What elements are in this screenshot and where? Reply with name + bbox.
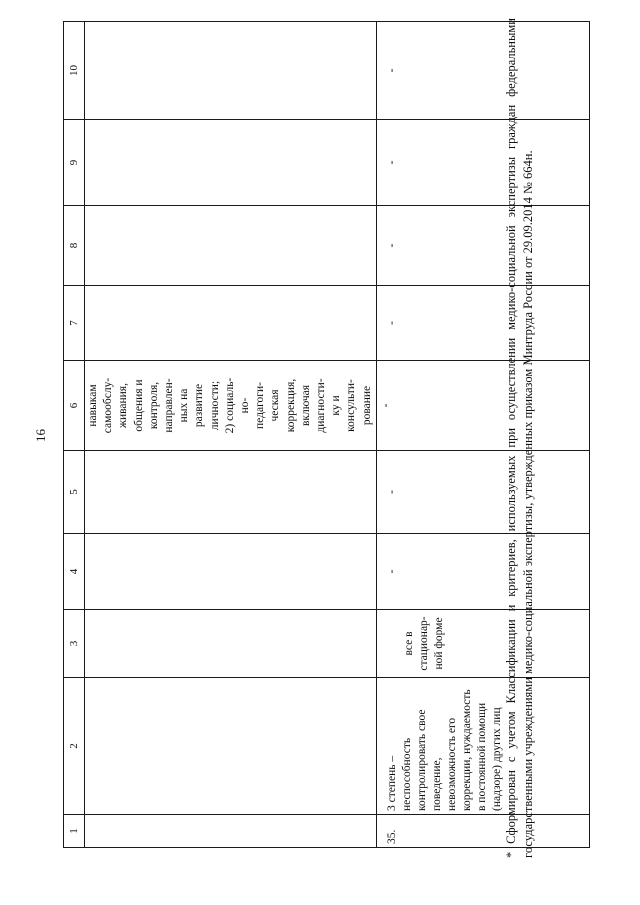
column-number: 1 [64, 815, 85, 848]
table-cell [85, 286, 377, 361]
table-cell [85, 451, 377, 534]
cell-line: личности; [208, 380, 221, 431]
cell-line: рование [360, 385, 373, 426]
degree-cell [376, 678, 589, 815]
cell-line: коррекция, [284, 378, 297, 433]
cell-line: навыкам [87, 384, 99, 427]
table-cell [85, 534, 377, 610]
cell-line: но- [239, 397, 252, 414]
cell-line: поведение, [430, 757, 443, 811]
table-cell: - [376, 22, 589, 120]
cell-line: стационар- [417, 616, 430, 671]
cell-line: контролировать свое [415, 709, 428, 811]
table-cell [85, 120, 377, 206]
cell-line: в постоянной помощи [475, 702, 488, 811]
column-number: 3 [64, 610, 85, 678]
column-number: 6 [64, 361, 85, 451]
table-cell: - [376, 534, 589, 610]
column-number: 7 [64, 286, 85, 361]
table-cell: - [376, 206, 589, 286]
cell-line: контроля, [147, 381, 160, 430]
cell-line: все в [402, 631, 415, 656]
table-cell [85, 678, 377, 815]
column-number-row [64, 22, 85, 848]
cell-line: живания, [117, 383, 130, 428]
cell-line: невозможность его [445, 717, 458, 811]
row-number: 35. [376, 815, 589, 848]
cell-line: (надзоре) других лиц [490, 707, 503, 811]
cell-line: общения и [132, 379, 145, 432]
table-cell: - [376, 361, 589, 451]
table-cell [85, 815, 377, 848]
table-cell: - [376, 451, 589, 534]
cell-line: диагности- [315, 378, 328, 433]
table-cell [85, 610, 377, 678]
cell-line: неспособность [400, 737, 413, 811]
table-cell [85, 22, 377, 120]
column-number: 5 [64, 451, 85, 534]
cell-line: включая [299, 384, 312, 427]
column-number: 9 [64, 120, 85, 206]
services-table [63, 22, 533, 848]
footnote: * Сформирован с учетом Классификации и критериев, используемых при осуществлении медико-социальной экспертизы граждан федеральными государственными учреждениями медико-социальной экспертизы, утвержденных приказом Минтруда России от 29.09.2014 № 664н. [504, 18, 535, 858]
cell-line: самообслу- [102, 377, 115, 434]
cell-line: ческая [269, 389, 282, 422]
cell-line: ку и [330, 395, 343, 416]
cell-line: педагоги- [254, 382, 267, 429]
cell-line: направлен- [163, 378, 176, 433]
table-row [376, 22, 589, 848]
table-cell [85, 206, 377, 286]
column-number: 8 [64, 206, 85, 286]
column-number: 10 [64, 22, 85, 120]
cell-line: ной форме [432, 617, 445, 670]
page-number: 16 [33, 429, 48, 442]
form-cell [376, 610, 589, 678]
cell-line: 2) социаль- [223, 377, 236, 434]
table-cell: - [376, 286, 589, 361]
cell-line: развитие [193, 383, 206, 428]
column-number: 4 [64, 534, 85, 610]
cell-line: ных на [178, 388, 191, 423]
continuation-row [85, 22, 377, 848]
services-cell [85, 361, 377, 451]
cell-line: консульти- [345, 379, 358, 432]
table-cell: - [376, 120, 589, 206]
column-number: 2 [64, 678, 85, 815]
cell-line: 3 степень – [385, 755, 398, 811]
cell-line: коррекции, нуждаемость [460, 689, 473, 811]
